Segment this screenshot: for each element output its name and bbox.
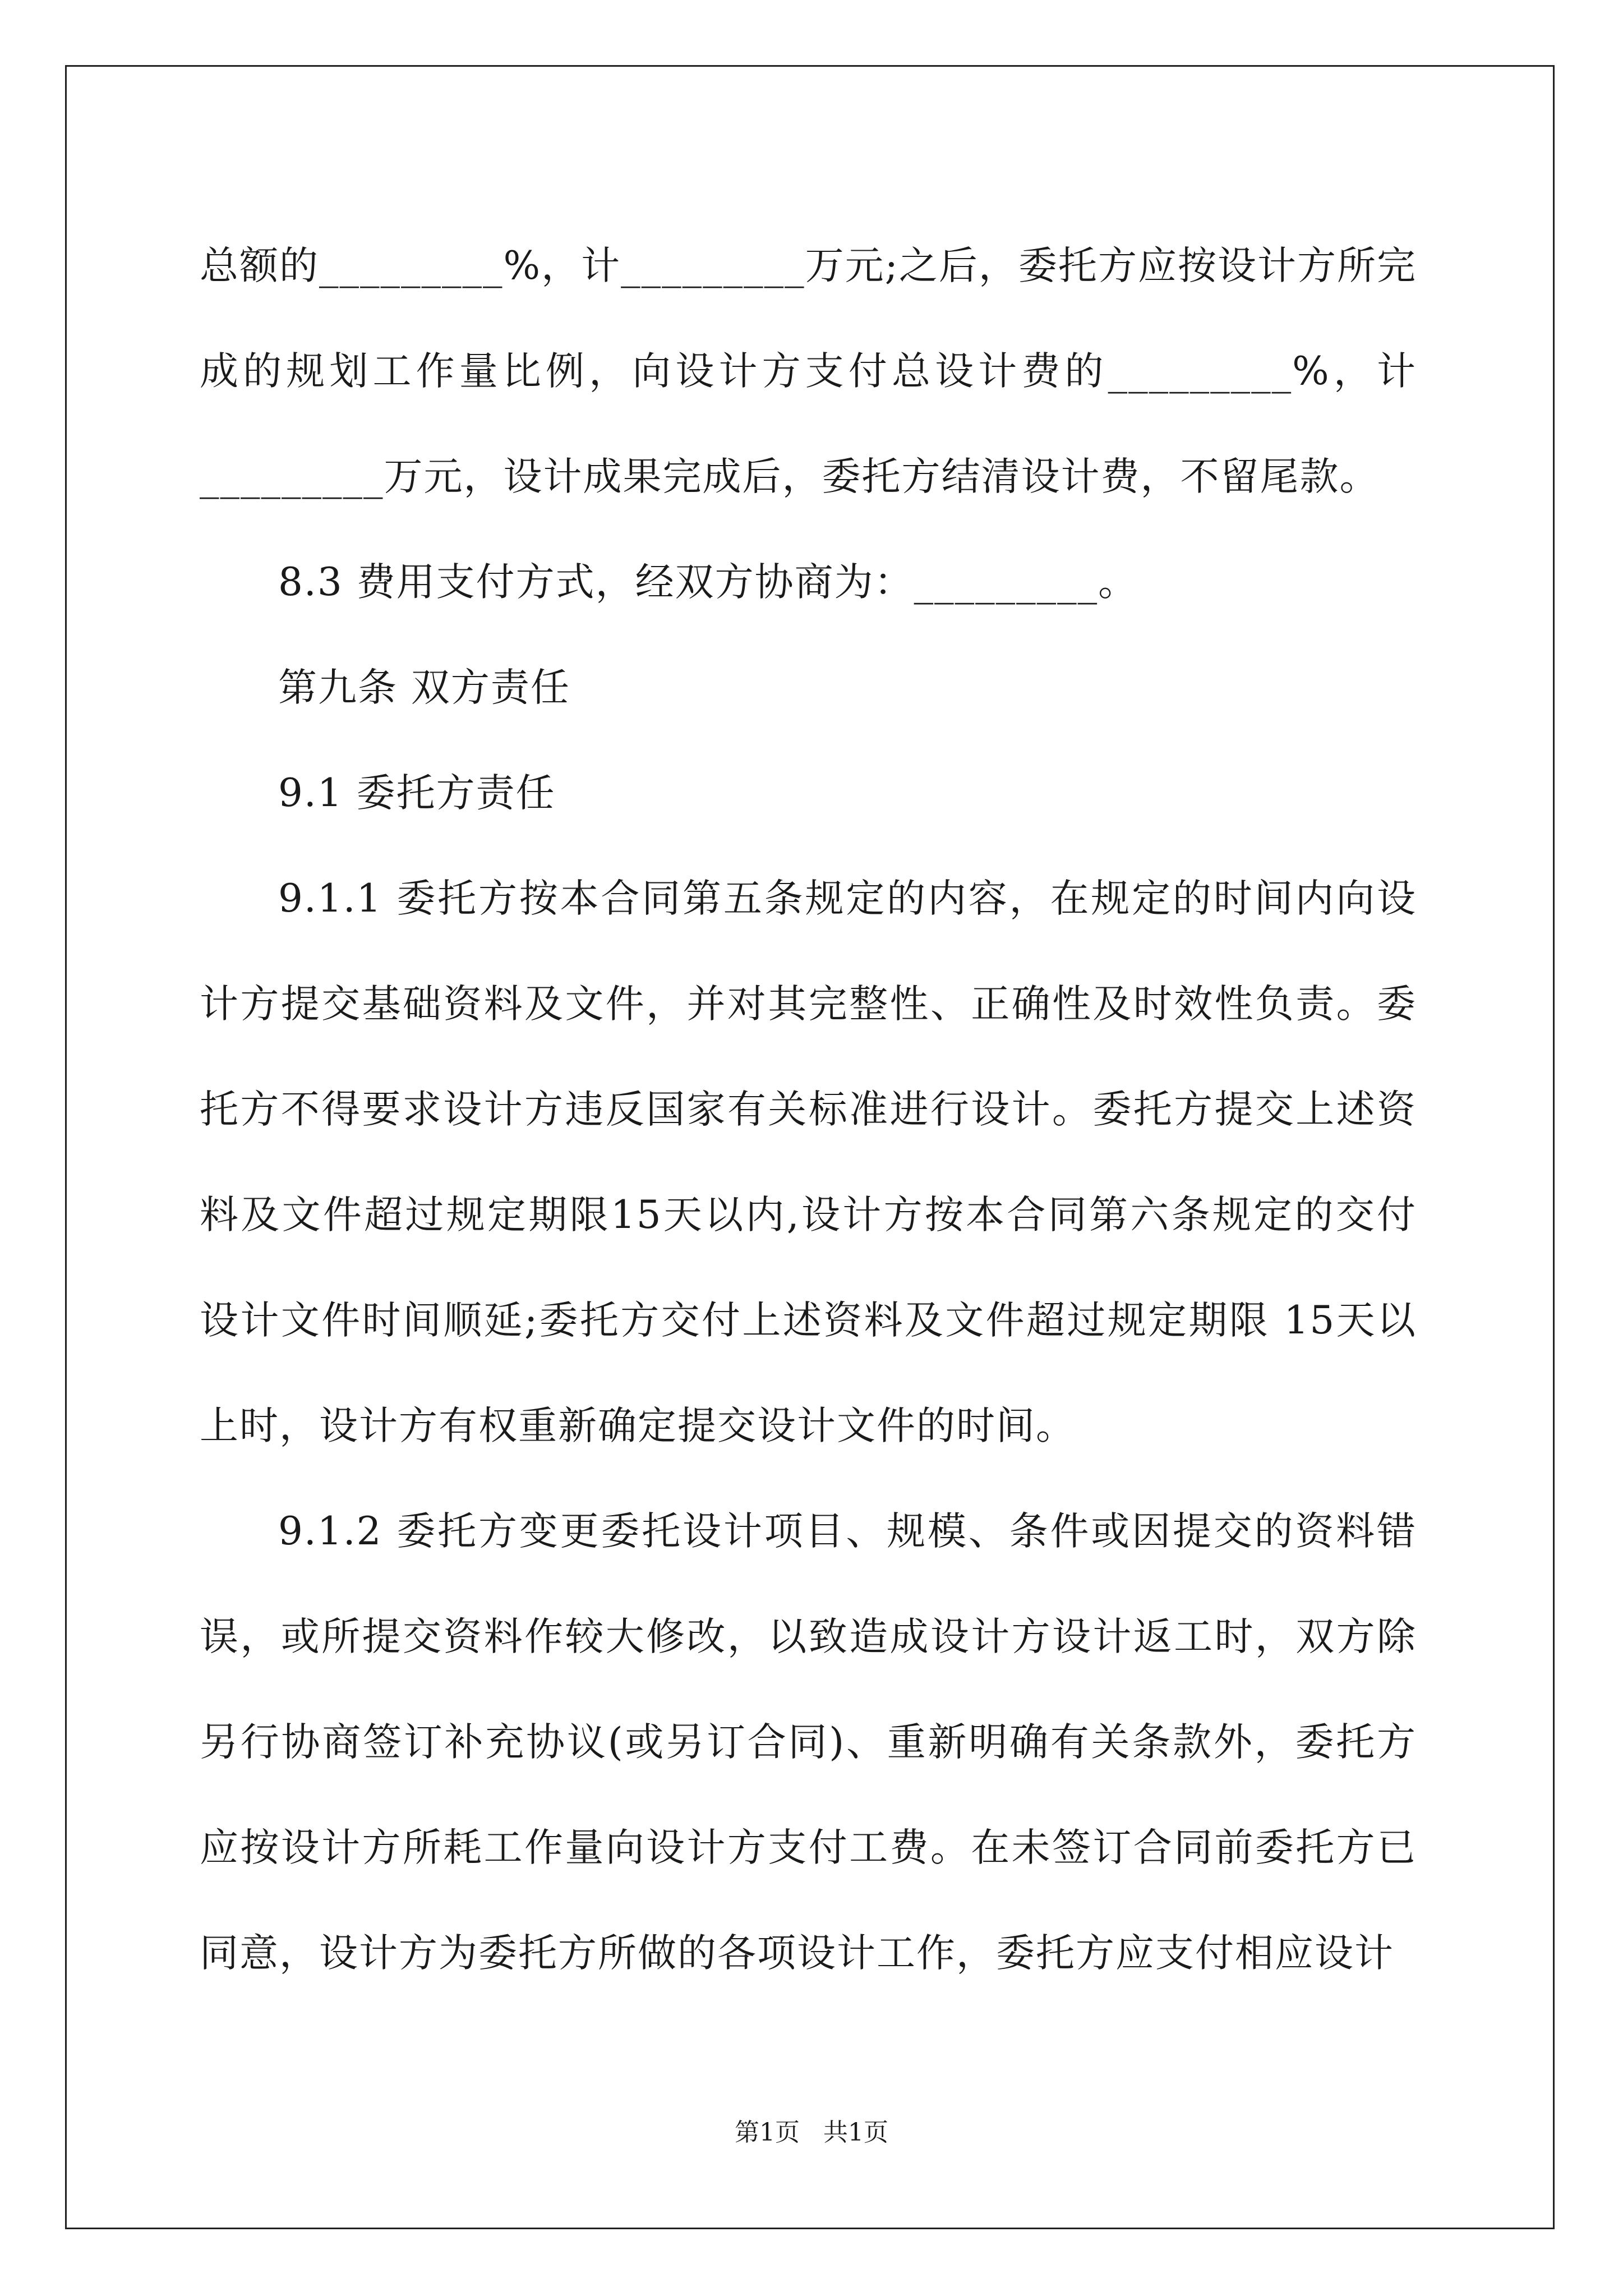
paragraph-payment-terms: 总额的_________%，计_________万元;之后，委托方应按设计方所完成的规划工作量比例，向设计方支付总设计费的_________%，计_________万元，设计成果完成后，委托方结清设计费，不留尾款。: [200, 243, 1417, 499]
page-number: 第1页: [735, 2118, 800, 2147]
paragraph-payment-method: 8.3 费用支付方式，经双方协商为：_________。: [278, 560, 1138, 605]
heading-article-nine: 第九条 双方责任: [278, 665, 570, 710]
heading-client-responsibility: 9.1 委托方责任: [278, 771, 556, 816]
document-body: [200, 213, 1417, 2006]
page-footer: [0, 2112, 1623, 2148]
paragraph-clause-9-1-2: 9.1.2 委托方变更委托设计项目、规模、条件或因提交的资料错误，或所提交资料作较大修改，以致造成设计方设计返工时，双方除另行协商签订补充协议(或另订合同)、重新明确有关条款外，委托方应按设计方所耗工作量向设计方支付工费。在未签订合同前委托方已同意，设计方为委托方所做的各项设计工作，委托方应支付相应设计: [200, 1509, 1417, 1976]
paragraph-clause-9-1-1: 9.1.1 委托方按本合同第五条规定的内容，在规定的时间内向设计方提交基础资料及文件，并对其完整性、正确性及时效性负责。委托方不得要求设计方违反国家有关标准进行设计。委托方提交上述资料及文件超过规定期限15天以内,设计方按本合同第六条规定的交付设计文件时间顺延;委托方交付上述资料及文件超过规定期限 15天以上时，设计方有权重新确定提交设计文件的时间。: [200, 876, 1417, 1448]
page-total: 共1页: [823, 2118, 888, 2147]
